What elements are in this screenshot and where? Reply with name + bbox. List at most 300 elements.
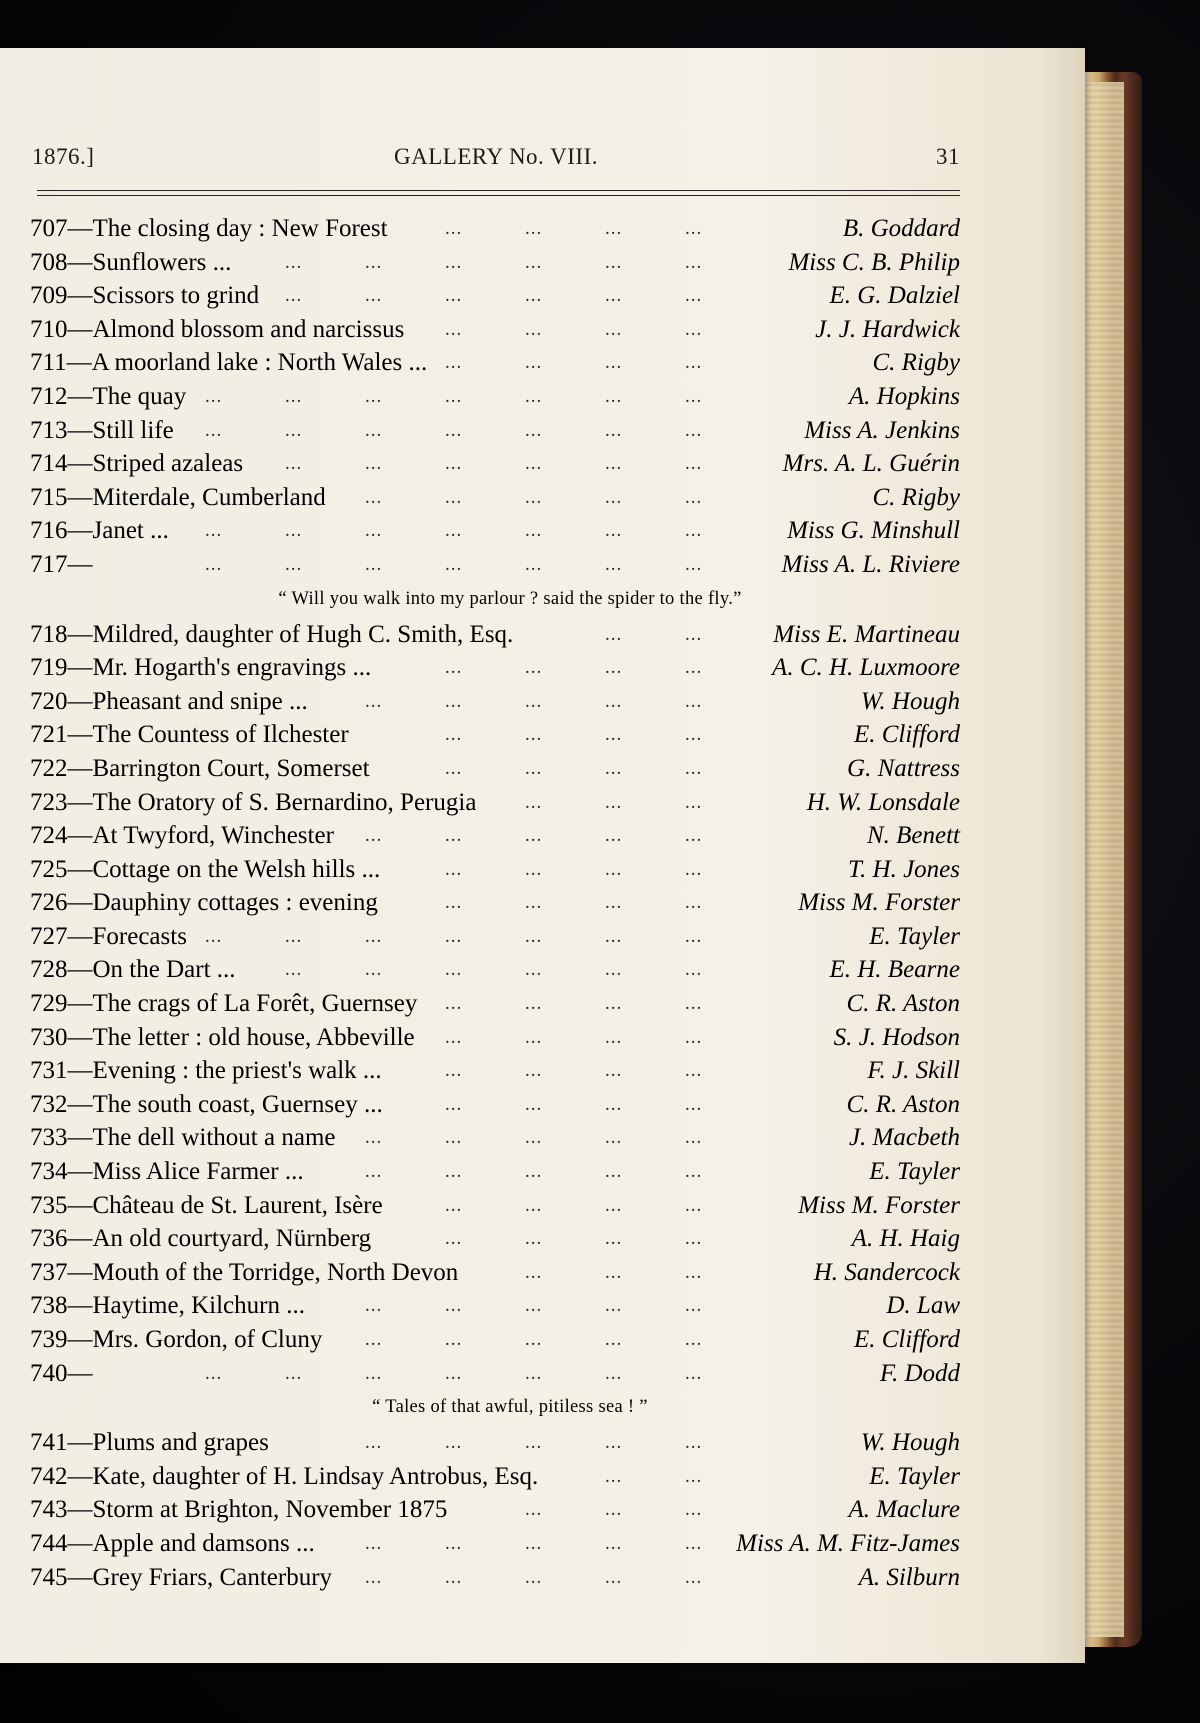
entry-number: 711 (30, 349, 67, 377)
entry-title: —Apple and damsons ... (67, 1529, 315, 1557)
leader-dots: ... (605, 724, 623, 746)
leader-dots: ... (525, 419, 543, 441)
entry-title: —Miterdale, Cumberland (67, 483, 326, 511)
entry-artist: Miss A. M. Fitz-James (736, 1529, 960, 1557)
leader-dots: ... (605, 1093, 623, 1115)
leader-dots: ... (445, 1093, 463, 1115)
leader-dots: ... (445, 1532, 463, 1554)
leader-dots: ... (205, 553, 223, 575)
list-item (30, 618, 960, 652)
entry-artist: T. H. Jones (847, 855, 960, 883)
entry-artist: W. Hough (860, 687, 960, 715)
leader-dots: ... (685, 657, 703, 679)
entry-number: 740 (30, 1359, 68, 1387)
leader-dots: ... (365, 453, 383, 475)
leader-dots: ... (365, 419, 383, 441)
entry-artist: Miss M. Forster (798, 1191, 960, 1219)
leader-dots: ... (685, 1093, 703, 1115)
entry-artist: F. Dodd (879, 1359, 960, 1387)
leader-dots: ... (525, 657, 543, 679)
entry-title: —Striped azaleas (67, 450, 244, 478)
list-item (30, 1021, 960, 1055)
entry-artist: C. R. Aston (846, 990, 960, 1018)
leader-dots: ... (365, 385, 383, 407)
entry-number: 717 (30, 550, 68, 578)
list-item (30, 1460, 960, 1494)
leader-dots: ... (445, 318, 463, 340)
leader-dots: ... (685, 1060, 703, 1082)
entry-title: —An old courtyard, Nürnberg (67, 1225, 372, 1253)
leader-dots: ... (685, 993, 703, 1015)
leader-dots: ... (525, 959, 543, 981)
leader-dots: ... (605, 993, 623, 1015)
leader-dots: ... (685, 791, 703, 813)
entry-artist: Miss E. Martineau (773, 620, 960, 648)
leader-dots: ... (605, 858, 623, 880)
entry-artist: D. Law (886, 1292, 960, 1320)
leader-dots: ... (525, 757, 543, 779)
list-item (30, 1561, 960, 1595)
leader-dots: ... (605, 1295, 623, 1317)
leader-dots: ... (285, 285, 303, 307)
leader-dots: ... (605, 520, 623, 542)
entry-title: —Château de St. Laurent, Isère (67, 1191, 383, 1219)
leader-dots: ... (685, 1026, 703, 1048)
list-item (30, 481, 960, 515)
leader-dots: ... (445, 892, 463, 914)
entry-number: 722 (30, 754, 68, 782)
leader-dots: ... (525, 486, 543, 508)
entry-artist: A. Maclure (848, 1496, 960, 1524)
leader-dots: ... (365, 1295, 383, 1317)
list-item (30, 346, 960, 380)
leader-dots: ... (445, 453, 463, 475)
leader-dots: ... (285, 959, 303, 981)
entry-number: 719 (30, 654, 68, 682)
leader-dots: ... (685, 419, 703, 441)
leader-dots: ... (605, 959, 623, 981)
leader-dots: ... (285, 453, 303, 475)
leader-dots: ... (525, 1329, 543, 1350)
entry-number: 709 (30, 282, 68, 310)
leader-dots: ... (205, 1362, 223, 1384)
entry-number: 735 (30, 1191, 68, 1219)
leader-dots: ... (365, 825, 383, 847)
leader-dots: ... (525, 553, 543, 575)
list-item (30, 414, 960, 448)
entry-number: 739 (30, 1326, 68, 1353)
list-item (30, 1222, 960, 1256)
entry-artist: Miss A. L. Riviere (781, 550, 960, 578)
leader-dots: ... (685, 352, 703, 374)
entry-title: —Mouth of the Torridge, North Devon (67, 1258, 459, 1286)
entry-title: —Barrington Court, Somerset (67, 754, 370, 782)
entry-title: —Mildred, daughter of Hugh C. Smith, Esq. (67, 620, 514, 648)
leader-dots: ... (525, 1093, 543, 1115)
entry-title: —At Twyford, Winchester (67, 822, 334, 850)
list-item (30, 246, 960, 280)
leader-dots: ... (605, 553, 623, 575)
leader-dots: ... (685, 285, 703, 307)
entry-artist: E. G. Dalziel (829, 282, 960, 310)
leader-dots: ... (605, 1362, 623, 1384)
entry-artist: Miss A. Jenkins (804, 416, 960, 444)
entry-title: —Kate, daughter of H. Lindsay Antrobus, Esq. (67, 1462, 539, 1490)
leader-dots: ... (685, 1566, 703, 1588)
leader-dots: ... (525, 1026, 543, 1048)
list-item (30, 1088, 960, 1122)
page-edge (1082, 72, 1142, 1647)
leader-dots: ... (605, 892, 623, 914)
entry-artist: F. J. Skill (867, 1057, 960, 1085)
leader-dots: ... (685, 1532, 703, 1554)
leader-dots: ... (365, 285, 383, 307)
leader-dots: ... (605, 1127, 623, 1149)
entry-artist: E. Tayler (869, 1158, 960, 1186)
entry-number: 723 (30, 788, 68, 816)
entry-artist: H. W. Lonsdale (806, 788, 960, 816)
entry-number: 743 (30, 1496, 68, 1524)
list-item (30, 1289, 960, 1323)
leader-dots: ... (685, 318, 703, 340)
leader-dots: ... (525, 1161, 543, 1183)
entry-title: —Mrs. Gordon, of Cluny (67, 1326, 323, 1353)
list-item (30, 1323, 960, 1357)
leader-dots: ... (365, 251, 383, 273)
leader-dots: ... (445, 993, 463, 1015)
entry-number: 710 (30, 315, 68, 343)
entry-number: 725 (30, 855, 68, 883)
leader-dots: ... (525, 1362, 543, 1384)
leader-dots: ... (445, 690, 463, 712)
entry-artist: Miss C. B. Philip (788, 248, 960, 276)
list-item (30, 1121, 960, 1155)
entry-title: —Pheasant and snipe ... (67, 687, 308, 715)
entry-number: 708 (30, 248, 68, 276)
entry-number: 741 (30, 1429, 68, 1457)
leader-dots: ... (685, 1499, 703, 1521)
entry-number: 707 (30, 215, 68, 242)
leader-dots: ... (525, 993, 543, 1015)
entry-title: —The dell without a name (67, 1124, 336, 1152)
list-item (30, 380, 960, 414)
entry-title: —The south coast, Guernsey ... (67, 1090, 383, 1118)
entry-title: —The crags of La Forêt, Guernsey (67, 990, 418, 1018)
leader-dots: ... (285, 385, 303, 407)
leader-dots: ... (685, 757, 703, 779)
entry-title: —Grey Friars, Canterbury (67, 1563, 333, 1591)
entry-number: 718 (30, 620, 68, 648)
entry-number: 738 (30, 1292, 68, 1320)
leader-dots: ... (445, 1432, 463, 1454)
entry-title: —Evening : the priest's walk ... (67, 1057, 382, 1085)
leader-dots: ... (605, 1566, 623, 1588)
leader-dots: ... (685, 825, 703, 847)
entry-artist: E. Clifford (853, 721, 960, 749)
leader-dots: ... (365, 520, 383, 542)
leader-dots: ... (445, 1060, 463, 1082)
entry-number: 736 (30, 1225, 68, 1253)
leader-dots: ... (605, 1026, 623, 1048)
leader-dots: ... (445, 1295, 463, 1317)
entry-title: —Haytime, Kilchurn ... (67, 1292, 305, 1320)
leader-dots: ... (445, 1329, 463, 1350)
leader-dots: ... (445, 218, 463, 239)
header-year: 1876.] (32, 144, 95, 169)
list-item (30, 752, 960, 786)
leader-dots: ... (685, 1194, 703, 1216)
leader-dots: ... (605, 1161, 623, 1183)
leader-dots: ... (605, 1329, 623, 1350)
leader-dots: ... (685, 1161, 703, 1183)
leader-dots: ... (525, 1261, 543, 1283)
leader-dots: ... (525, 218, 543, 239)
entry-artist: Miss G. Minshull (787, 517, 960, 545)
leader-dots: ... (685, 453, 703, 475)
entry-title: —Janet ... (67, 517, 169, 545)
list-item (30, 1189, 960, 1223)
leader-dots: ... (365, 486, 383, 508)
leader-dots: ... (605, 1499, 623, 1521)
entry-artist: W. Hough (860, 1429, 960, 1457)
leader-dots: ... (605, 1060, 623, 1082)
leader-dots: ... (685, 218, 703, 239)
leader-dots: ... (365, 925, 383, 947)
leader-dots: ... (525, 285, 543, 307)
leader-dots: ... (285, 553, 303, 575)
leader-dots: ... (445, 385, 463, 407)
entry-artist: H. Sandercock (813, 1258, 960, 1286)
leader-dots: ... (445, 825, 463, 847)
leader-dots: ... (525, 1228, 543, 1250)
list-item (30, 886, 960, 920)
entry-number: 713 (30, 416, 68, 444)
entry-title: —Miss Alice Farmer ... (67, 1158, 304, 1186)
header-rule (37, 190, 960, 191)
entry-number: 737 (30, 1258, 68, 1286)
leader-dots: ... (525, 892, 543, 914)
entry-number: 721 (30, 721, 68, 749)
leader-dots: ... (205, 385, 223, 407)
leader-dots: ... (365, 959, 383, 981)
leader-dots: ... (605, 623, 623, 645)
leader-dots: ... (525, 791, 543, 813)
leader-dots: ... (685, 1465, 703, 1487)
running-header (32, 144, 960, 184)
list-item (30, 651, 960, 685)
leader-dots: ... (205, 419, 223, 441)
entry-artist: C. R. Aston (846, 1090, 960, 1118)
entry-title: —Mr. Hogarth's engravings ... (67, 654, 372, 682)
entry-artist: C. Rigby (872, 349, 960, 377)
leader-dots: ... (445, 858, 463, 880)
leader-dots: ... (445, 1026, 463, 1048)
entry-number: 729 (30, 990, 68, 1018)
entry-title: —Forecasts (67, 922, 187, 950)
leader-dots: ... (605, 453, 623, 475)
leader-dots: ... (365, 1532, 383, 1554)
leader-dots: ... (445, 1194, 463, 1216)
leader-dots: ... (685, 623, 703, 645)
leader-dots: ... (525, 1532, 543, 1554)
list-item (30, 212, 960, 246)
leader-dots: ... (525, 690, 543, 712)
leader-dots: ... (605, 1261, 623, 1283)
leader-dots: ... (365, 1127, 383, 1149)
list-item (30, 1054, 960, 1088)
leader-dots: ... (685, 690, 703, 712)
leader-dots: ... (605, 352, 623, 374)
entry-number: 731 (30, 1057, 68, 1085)
entry-number: 745 (30, 1563, 68, 1591)
leader-dots: ... (285, 1362, 303, 1384)
leader-dots: ... (445, 251, 463, 273)
list-item (30, 1357, 960, 1391)
leader-dots: ... (205, 520, 223, 542)
list-item (30, 1493, 960, 1527)
leader-dots: ... (365, 1362, 383, 1384)
leader-dots: ... (365, 1432, 383, 1454)
leader-dots: ... (605, 657, 623, 679)
list-item (30, 514, 960, 548)
leader-dots: ... (685, 959, 703, 981)
list-item (30, 1426, 960, 1460)
leader-dots: ... (685, 1362, 703, 1384)
entry-artist: A. Hopkins (848, 382, 960, 410)
entry-title: —Dauphiny cottages : evening (67, 889, 378, 917)
leader-dots: ... (445, 520, 463, 542)
leader-dots: ... (685, 520, 703, 542)
entry-artist: A. C. H. Luxmoore (772, 654, 960, 682)
leader-dots: ... (525, 925, 543, 947)
leader-dots: ... (605, 1432, 623, 1454)
leader-dots: ... (685, 486, 703, 508)
entry-number: 712 (30, 382, 68, 410)
entry-title: — (67, 1359, 93, 1387)
leader-dots: ... (685, 553, 703, 575)
leader-dots: ... (525, 1432, 543, 1454)
leader-dots: ... (685, 1261, 703, 1283)
leader-dots: ... (205, 925, 223, 947)
entry-artist: A. H. Haig (851, 1225, 960, 1253)
leader-dots: ... (685, 1228, 703, 1250)
leader-dots: ... (285, 251, 303, 273)
leader-dots: ... (605, 251, 623, 273)
entry-number: 728 (30, 956, 68, 984)
entry-number: 726 (30, 889, 68, 917)
entry-number: 732 (30, 1090, 68, 1118)
entry-title: —Plums and grapes (67, 1429, 269, 1457)
leader-dots: ... (365, 1329, 383, 1350)
entry-artist: S. J. Hodson (833, 1023, 960, 1051)
entry-title: —Still life (67, 416, 174, 444)
list-item (30, 718, 960, 752)
leader-dots: ... (525, 1566, 543, 1588)
list-item (30, 1155, 960, 1189)
leader-dots: ... (525, 858, 543, 880)
entry-artist: E. Tayler (869, 922, 960, 950)
entry-title: —Storm at Brighton, November 1875 (67, 1496, 448, 1524)
leader-dots: ... (605, 419, 623, 441)
leader-dots: ... (685, 724, 703, 746)
leader-dots: ... (605, 1465, 623, 1487)
leader-dots: ... (445, 959, 463, 981)
leader-dots: ... (445, 724, 463, 746)
leader-dots: ... (525, 1194, 543, 1216)
entry-number: 724 (30, 822, 68, 850)
entry-number: 730 (30, 1023, 68, 1051)
entry-number: 733 (30, 1124, 68, 1152)
list-item (30, 819, 960, 853)
leader-dots: ... (605, 1532, 623, 1554)
list-item (30, 953, 960, 987)
entry-title: —Sunflowers ... (67, 248, 232, 276)
entry-number: 727 (30, 922, 68, 950)
leader-dots: ... (605, 318, 623, 340)
leader-dots: ... (605, 757, 623, 779)
leader-dots: ... (605, 791, 623, 813)
entry-artist: E. Clifford (853, 1326, 960, 1353)
leader-dots: ... (525, 724, 543, 746)
leader-dots: ... (365, 553, 383, 575)
leader-dots: ... (525, 385, 543, 407)
list-item (30, 987, 960, 1021)
entry-number: 744 (30, 1529, 68, 1557)
entry-quotation: “ Tales of that awful, pitiless sea ! ” (372, 1397, 648, 1418)
leader-dots: ... (365, 1566, 383, 1588)
header-title: GALLERY No. VIII. (394, 144, 598, 169)
entry-title: —On the Dart ... (67, 956, 236, 984)
leader-dots: ... (605, 1228, 623, 1250)
leader-dots: ... (445, 1161, 463, 1183)
leader-dots: ... (685, 1329, 703, 1350)
entry-artist: J. Macbeth (848, 1124, 960, 1152)
leader-dots: ... (525, 1499, 543, 1521)
leader-dots: ... (285, 520, 303, 542)
leader-dots: ... (685, 925, 703, 947)
entry-artist: Mrs. A. L. Guérin (782, 450, 960, 478)
entry-quotation: “ Will you walk into my parlour ? said the spider to the fly.” (278, 588, 742, 609)
list-item (30, 685, 960, 719)
leader-dots: ... (685, 1432, 703, 1454)
entry-title: —Scissors to grind (67, 282, 260, 310)
entry-title: —The closing day : New Forest (67, 215, 388, 242)
leader-dots: ... (525, 352, 543, 374)
entry-artist: N. Benett (866, 822, 960, 850)
entry-title: —The Oratory of S. Bernardino, Perugia (67, 788, 477, 816)
leader-dots: ... (365, 1161, 383, 1183)
gilt-edge (1082, 82, 1124, 1637)
leader-dots: ... (605, 825, 623, 847)
leader-dots: ... (445, 1566, 463, 1588)
leader-dots: ... (445, 285, 463, 307)
page-number: 31 (936, 144, 960, 169)
leader-dots: ... (525, 520, 543, 542)
leader-dots: ... (445, 925, 463, 947)
leader-dots: ... (445, 1228, 463, 1250)
entry-number: 720 (30, 687, 68, 715)
list-item (30, 1527, 960, 1561)
leader-dots: ... (445, 1362, 463, 1384)
list-item (30, 548, 960, 582)
list-item (30, 447, 960, 481)
entry-artist: C. Rigby (872, 483, 960, 511)
entry-artist: E. Tayler (869, 1462, 960, 1490)
leader-dots: ... (685, 1295, 703, 1317)
entry-artist: J. J. Hardwick (815, 315, 960, 343)
entry-title: —Almond blossom and narcissus (67, 315, 405, 343)
entry-number: 715 (30, 483, 68, 511)
